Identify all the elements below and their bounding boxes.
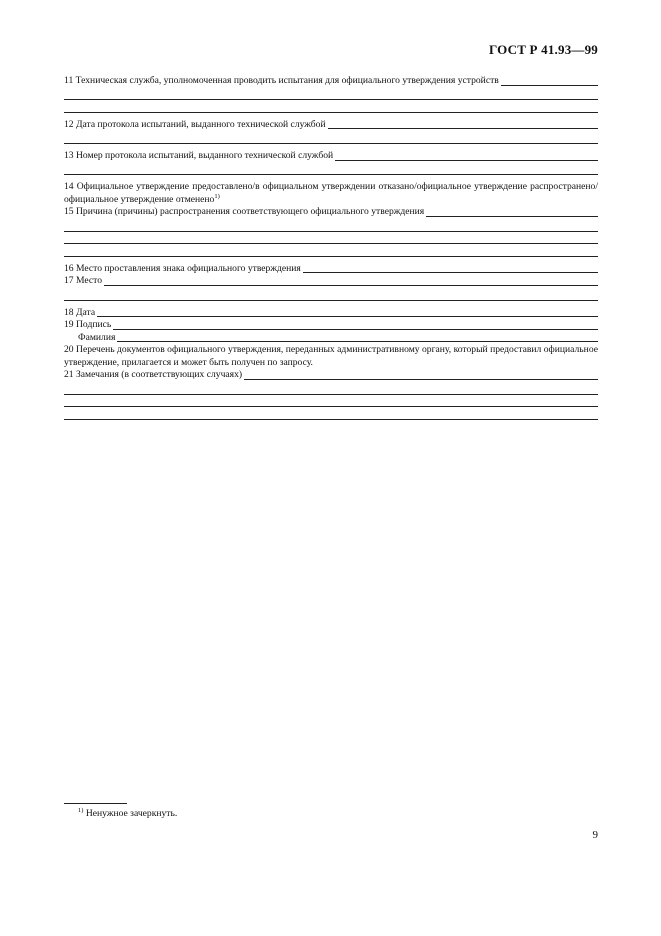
footnote-mark: 1) <box>78 807 84 814</box>
item-21-field-line[interactable] <box>64 382 598 395</box>
item-21-field-line[interactable] <box>64 407 598 420</box>
item-15-field-line[interactable] <box>64 232 598 245</box>
item-17-field[interactable] <box>104 285 598 286</box>
item-19-surname <box>64 332 598 345</box>
item-21-label: 21 Замечания (в соответствующих случаях) <box>64 369 243 381</box>
item-21-field[interactable] <box>244 379 598 380</box>
footnote-text: Ненужное зачеркнуть. <box>85 808 178 819</box>
item-21-field-line[interactable] <box>64 395 598 408</box>
item-13 <box>64 150 598 163</box>
item-11 <box>64 75 598 88</box>
item-17-field-line[interactable] <box>64 288 598 301</box>
surname-field[interactable] <box>117 341 598 342</box>
item-11-field[interactable] <box>501 85 598 86</box>
item-14 <box>64 181 598 206</box>
item-16-label: 16 Место проставления знака официального утверждения <box>64 262 301 274</box>
item-15-label: 15 Причина (причины) распространения соответствующего официального утверждения <box>64 206 425 218</box>
item-11-field-line[interactable] <box>64 88 598 101</box>
item-18 <box>64 307 598 320</box>
item-15 <box>64 206 598 219</box>
item-18-label: 18 Дата <box>64 306 96 318</box>
footnote-divider <box>64 803 127 804</box>
item-16 <box>64 263 598 276</box>
item-12 <box>64 119 598 132</box>
item-19-label: 19 Подпись <box>64 319 112 331</box>
form-content <box>64 75 598 420</box>
item-19 <box>64 319 598 332</box>
item-17 <box>64 275 598 288</box>
item-12-field-line[interactable] <box>64 131 598 144</box>
item-18-field[interactable] <box>97 316 598 317</box>
footnote <box>78 808 177 819</box>
item-11-field-line[interactable] <box>64 100 598 113</box>
item-12-label: 12 Дата протокола испытаний, выданного технической службой <box>64 118 326 130</box>
item-21 <box>64 369 598 382</box>
item-19-field[interactable] <box>113 329 598 330</box>
item-20 <box>64 344 598 369</box>
item-15-field-line[interactable] <box>64 244 598 257</box>
item-13-field-line[interactable] <box>64 163 598 176</box>
item-17-label: 17 Место <box>64 275 103 287</box>
item-16-field[interactable] <box>303 272 598 273</box>
item-11-label: 11 Техническая служба, уполномоченная проводить испытания для официального утверждения устройств <box>64 75 499 86</box>
item-15-field[interactable] <box>426 216 598 217</box>
page-number: 9 <box>592 829 598 841</box>
item-15-field-line[interactable] <box>64 219 598 232</box>
item-13-label: 13 Номер протокола испытаний, выданного технической службой <box>64 149 334 161</box>
item-14-text: 14 Официальное утверждение предоставлено/в официальном утверждении отказано/официальное утверждение распространено/официальное утверждение отменено <box>64 181 598 205</box>
surname-label: Фамилия <box>78 331 116 343</box>
document-code: ГОСТ Р 41.93—99 <box>489 42 598 57</box>
item-13-field[interactable] <box>335 160 598 161</box>
footnote-ref: 1) <box>214 192 220 200</box>
item-12-field[interactable] <box>328 128 598 129</box>
item-20-text: 20 Перечень документов официального утверждения, переданных административному органу, который предоставил официальное утверждение, прилагается и может быть получен по запросу. <box>64 344 598 368</box>
